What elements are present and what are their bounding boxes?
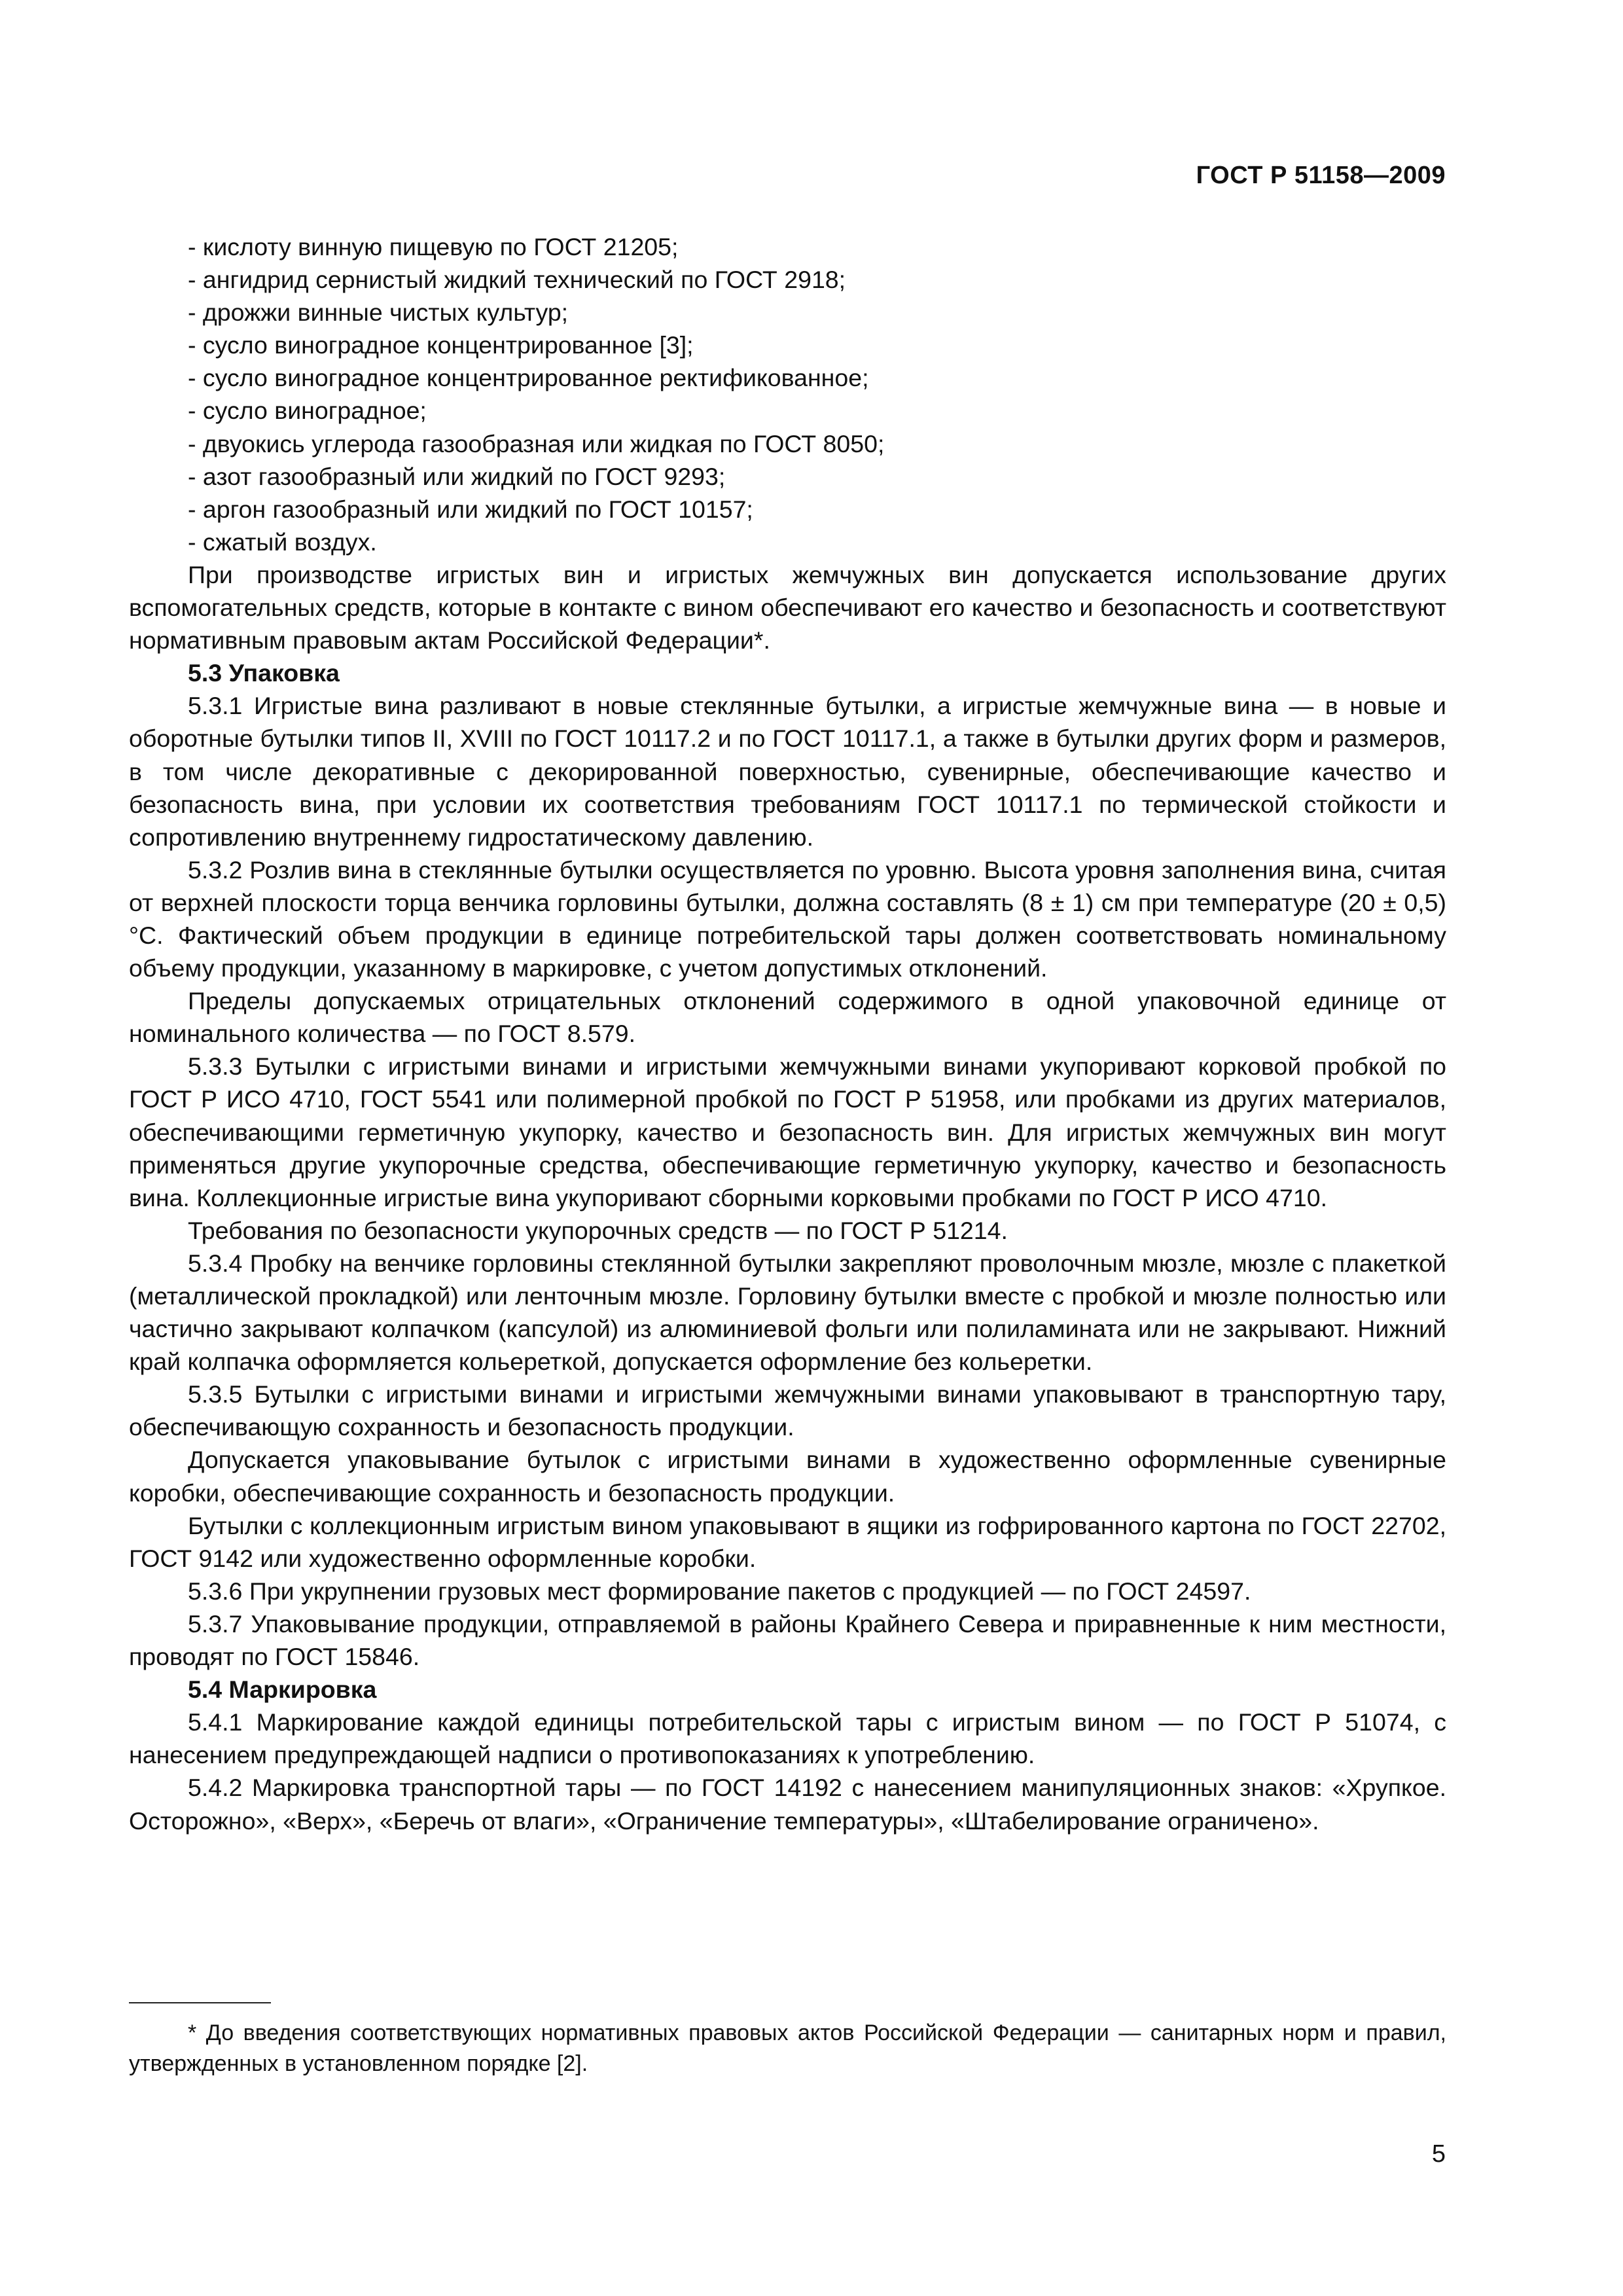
- footnote: [129, 2018, 1446, 2079]
- list-item: - сжатый воздух.: [188, 528, 377, 556]
- list-item: - сусло виноградное концентрированное [3];: [188, 331, 694, 359]
- list-item: - аргон газообразный или жидкий по ГОСТ 10157;: [188, 495, 753, 523]
- section-heading-5-4: 5.4 Маркировка: [188, 1676, 377, 1704]
- standard-header: ГОСТ Р 51158—2009: [1196, 162, 1446, 189]
- paragraph-5-3-3: 5.3.3 Бутылки с игристыми винами и игристыми жемчужными винами укупоривают корковой пробкой по ГОСТ Р ИСО 4710, ГОСТ 5541 или полимерной пробкой по ГОСТ Р 51958, или пробками из других материалов, обеспечивающими герметичную укупорку, качество и безопасность вин. Для игристых жемчужных вин могут применяться другие укупорочные средства, обеспечивающие герметичную укупорку, качество и безопасность вина. Коллекционные игристые вина укупоривают сборными корковыми пробками по ГОСТ Р ИСО 4710.: [129, 1052, 1446, 1211]
- list-item: - кислоту винную пищевую по ГОСТ 21205;: [188, 233, 679, 260]
- paragraph-5-4-1: 5.4.1 Маркирование каждой единицы потребительской тары с игристым вином — по ГОСТ Р 51074, с нанесением предупреждающей надписи о противопоказаниях к употреблению.: [129, 1708, 1446, 1769]
- paragraph-5-3-5: 5.3.5 Бутылки с игристыми винами и игристыми жемчужными винами упаковывают в транспортную тару, обеспечивающую сохранность и безопасность продукции.: [129, 1380, 1446, 1441]
- list-item: - сусло виноградное концентрированное ректификованное;: [188, 364, 869, 392]
- paragraph-5-3-2: 5.3.2 Розлив вина в стеклянные бутылки осуществляется по уровню. Высота уровня заполнения вина, считая от верхней плоскости торца венчика горловины бутылки, должна составлять (8 ± 1) см при температуре (20 ± 0,5) °С. Фактический объем продукции в единице потребительской тары должен соответствовать номинальному объему продукции, указанному в маркировке, с учетом допустимых отклонений.: [129, 855, 1446, 982]
- paragraph-5-3-4: 5.3.4 Пробку на венчике горловины стеклянной бутылки закрепляют проволочным мюзле, мюзле с плакеткой (металлической прокладкой) или ленточным мюзле. Горловину бутылки вместе с пробкой и мюзле полностью или частично закрывают колпачком (капсулой) из алюминиевой фольги или полиламината или не закрывают. Нижний край колпачка оформляется кольереткой, допускается оформление без кольеретки.: [129, 1249, 1446, 1376]
- list-item: - сусло виноградное;: [188, 397, 427, 425]
- list-item: - азот газообразный или жидкий по ГОСТ 9293;: [188, 462, 726, 490]
- list-item: - двуокись углерода газообразная или жидкая по ГОСТ 8050;: [188, 429, 885, 457]
- footnote-text: * До введения соответствующих нормативных правовых актов Российской Федерации — санитарных норм и правил, утвержденных в установленном порядке [2].: [129, 2020, 1446, 2076]
- paragraph-collection-wine: Бутылки с коллекционным игристым вином упаковывают в ящики из гофрированного картона по ГОСТ 22702, ГОСТ 9142 или художественно оформленные коробки.: [129, 1511, 1446, 1572]
- paragraph-closure-safety: Требования по безопасности укупорочных средств — по ГОСТ Р 51214.: [188, 1216, 1008, 1244]
- section-heading-5-3: 5.3 Упаковка: [188, 659, 340, 687]
- paragraph-limits: Пределы допускаемых отрицательных отклонений содержимого в одной упаковочной единице от номинального количества — по ГОСТ 8.579.: [129, 987, 1446, 1048]
- paragraph-5-3-1: 5.3.1 Игристые вина разливают в новые стеклянные бутылки, а игристые жемчужные вина — в новые и оборотные бутылки типов II, XVIII по ГОСТ 10117.2 и по ГОСТ 10117.1, а также в бутылки других форм и размеров, в том числе декоративные с декорированной поверхностью, сувенирные, обеспечивающие качество и безопасность вина, при условии их соответствия требованиям ГОСТ 10117.1 по термической стойкости и сопротивлению внутреннему гидростатическому давлению.: [129, 692, 1446, 851]
- document-body: [129, 230, 1446, 1837]
- paragraph-5-3-6: 5.3.6 При укрупнении грузовых мест формирование пакетов с продукцией — по ГОСТ 24597.: [188, 1577, 1251, 1605]
- paragraph-auxiliary-means: При производстве игристых вин и игристых жемчужных вин допускается использование других вспомогательных средств, которые в контакте с вином обеспечивают его качество и безопасность и соответствуют нормативным правовым актам Российской Федерации*.: [129, 560, 1446, 655]
- page-number: 5: [1431, 2140, 1446, 2168]
- paragraph-souvenir-boxes: Допускается упаковывание бутылок с игристыми винами в художественно оформленные сувенирные коробки, обеспечивающие сохранность и безопасность продукции.: [129, 1446, 1446, 1507]
- paragraph-5-4-2: 5.4.2 Маркировка транспортной тары — по ГОСТ 14192 с нанесением манипуляционных знаков: «Хрупкое. Осторожно», «Верх», «Беречь от влаги», «Ограничение температуры», «Штабелирование ограничено».: [129, 1774, 1446, 1835]
- paragraph-5-3-7: 5.3.7 Упаковывание продукции, отправляемой в районы Крайнего Севера и приравненные к ним местности, проводят по ГОСТ 15846.: [129, 1609, 1446, 1671]
- list-item: - дрожжи винные чистых культур;: [188, 298, 569, 327]
- list-item: - ангидрид сернистый жидкий технический по ГОСТ 2918;: [188, 266, 846, 294]
- footnote-divider: [129, 2002, 271, 2003]
